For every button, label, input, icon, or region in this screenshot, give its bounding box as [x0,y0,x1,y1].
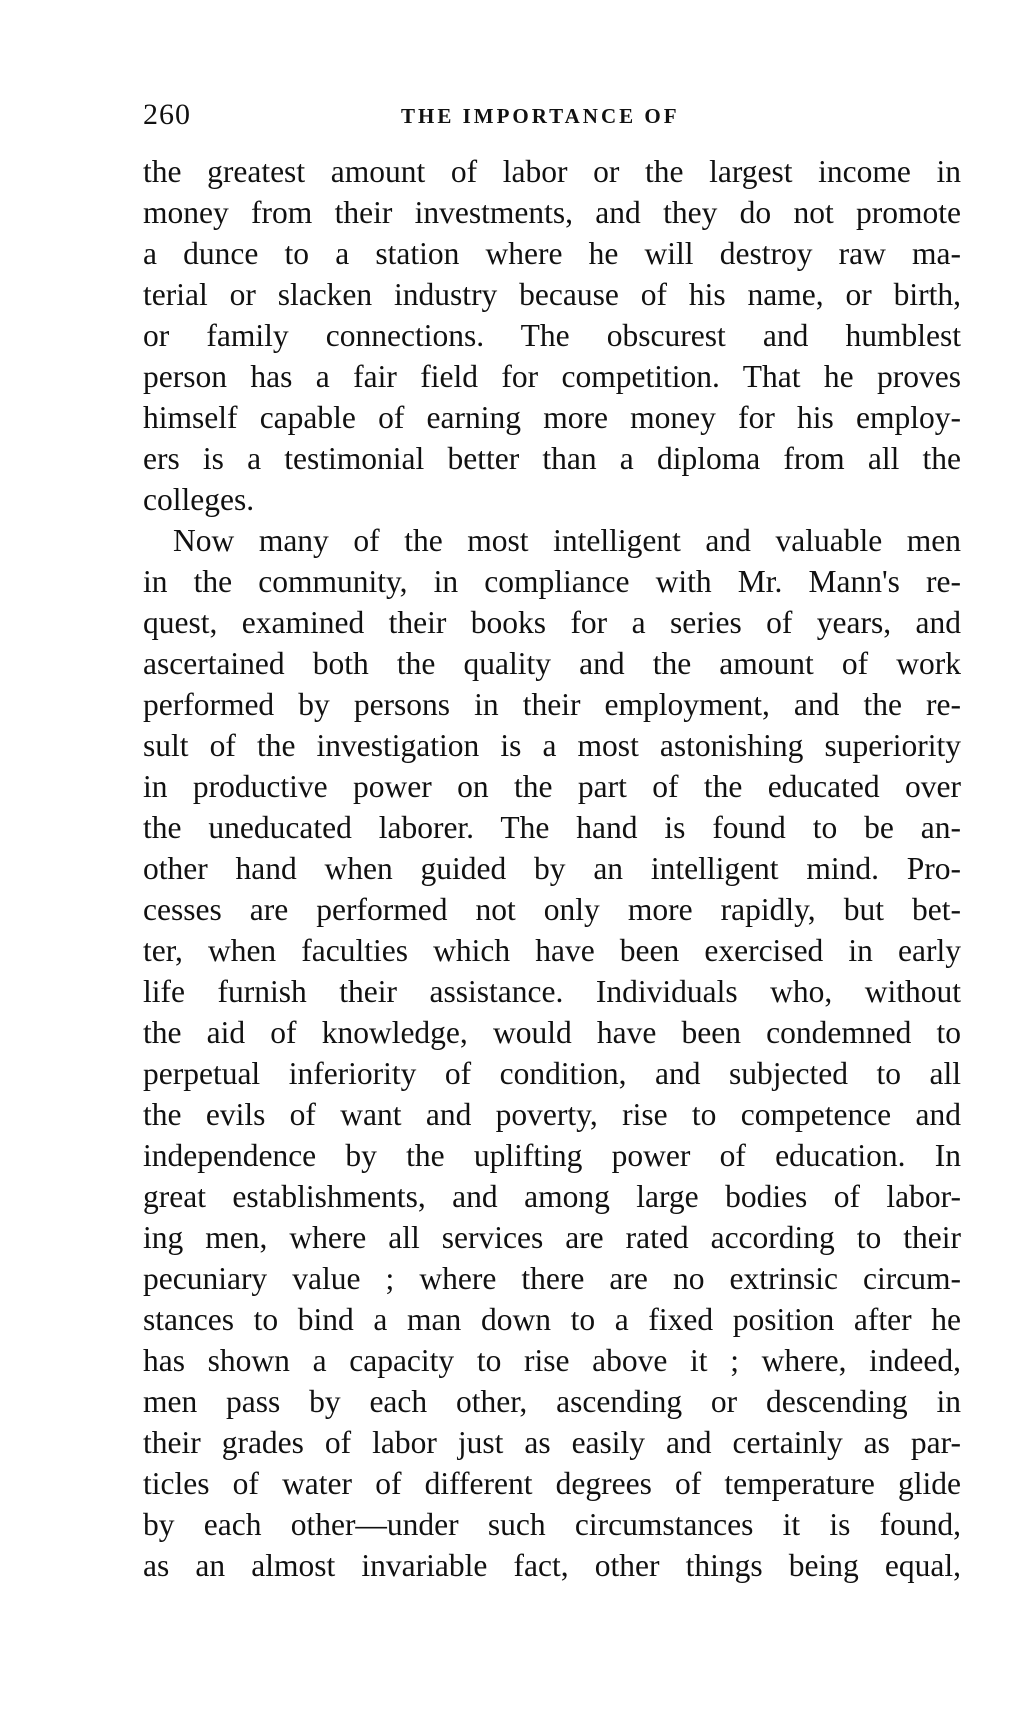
running-head [143,98,961,138]
text-line: ascertained both the quality and the amount of work [143,646,961,681]
text-line: ter, when faculties which have been exercised in early [143,933,961,968]
text-line: independence by the uplifting power of education. In [143,1138,961,1173]
page-number: 260 [143,98,191,131]
text-line: ers is a testimonial better than a diploma from all the [143,441,961,476]
paragraph-end-line: colleges. [143,482,255,517]
text-line: has shown a capacity to rise above it ; where, indeed, [143,1343,961,1378]
text-line: the evils of want and poverty, rise to competence and [143,1097,961,1132]
running-title: THE IMPORTANCE OF [401,104,680,128]
body-text [143,151,961,1586]
text-line: himself capable of earning more money for his employ- [143,400,961,435]
text-line: life furnish their assistance. Individuals who, without [143,974,961,1009]
text-line: perpetual inferiority of condition, and subjected to all [143,1056,961,1091]
text-line: sult of the investigation is a most astonishing superiority [143,728,961,763]
text-line: cesses are performed not only more rapidly, but bet- [143,892,961,927]
text-line: the aid of knowledge, would have been condemned to [143,1015,961,1050]
text-line: terial or slacken industry because of his name, or birth, [143,277,961,312]
text-line: person has a fair field for competition. That he proves [143,359,961,394]
text-line: pecuniary value ; where there are no extrinsic circum- [143,1261,961,1296]
text-line: performed by persons in their employment, and the re- [143,687,961,722]
text-line: ing men, where all services are rated according to their [143,1220,961,1255]
paragraph-start-line: Now many of the most intelligent and valuable men [173,523,961,558]
text-line: their grades of labor just as easily and certainly as par- [143,1425,961,1460]
text-line: great establishments, and among large bodies of labor- [143,1179,961,1214]
text-line: stances to bind a man down to a fixed position after he [143,1302,961,1337]
text-line: in the community, in compliance with Mr. Mann's re- [143,564,961,599]
text-line: as an almost invariable fact, other things being equal, [143,1548,961,1583]
text-line: quest, examined their books for a series of years, and [143,605,961,640]
text-line: or family connections. The obscurest and humblest [143,318,961,353]
text-line: money from their investments, and they do not promote [143,195,961,230]
text-line: a dunce to a station where he will destroy raw ma- [143,236,961,271]
text-line: men pass by each other, ascending or descending in [143,1384,961,1419]
text-line: by each other—under such circumstances it is found, [143,1507,961,1542]
text-line: the uneducated laborer. The hand is found to be an- [143,810,961,845]
text-line: ticles of water of different degrees of temperature glide [143,1466,961,1501]
text-line: other hand when guided by an intelligent mind. Pro- [143,851,961,886]
text-line: the greatest amount of labor or the largest income in [143,154,961,189]
text-line: in productive power on the part of the educated over [143,769,961,804]
